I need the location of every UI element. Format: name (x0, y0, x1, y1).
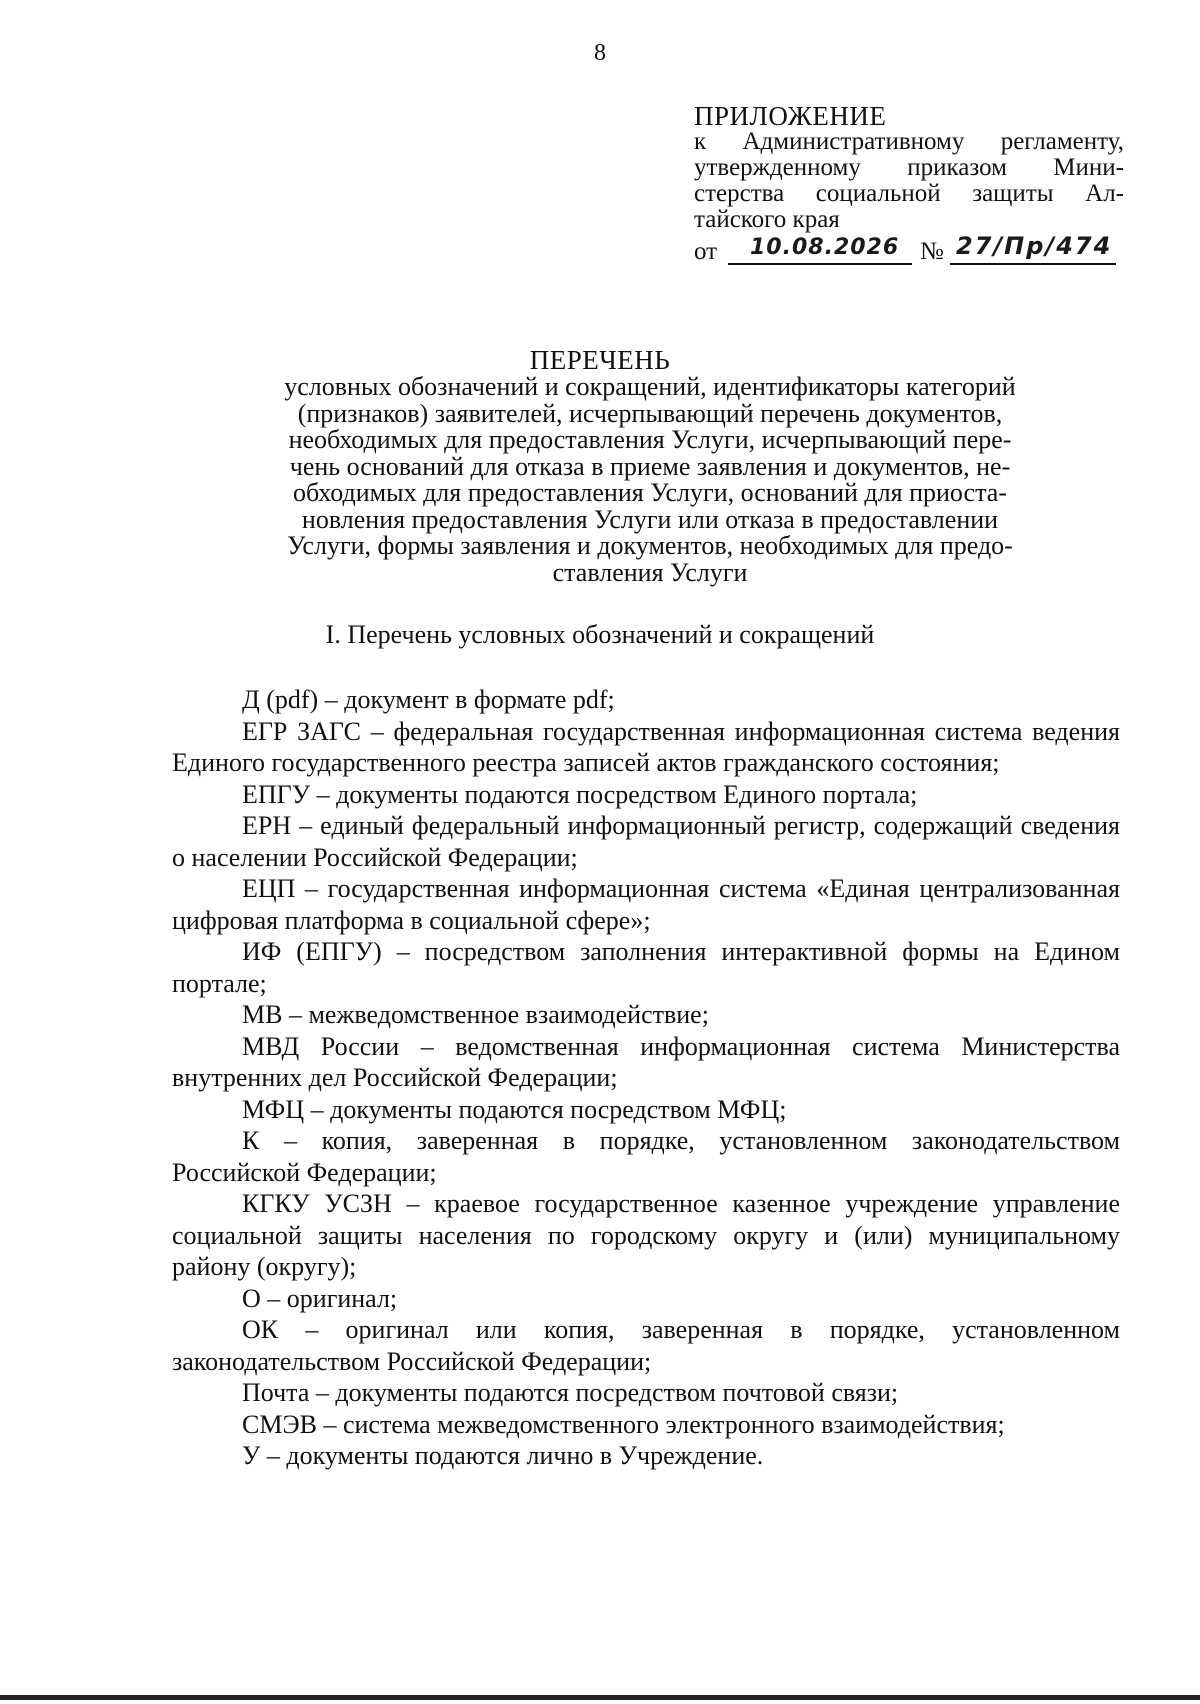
appendix-text (694, 129, 1124, 233)
definition-item: СМЭВ – система межведомственного электронного взаимодействия; (242, 1409, 1005, 1439)
subtitle-line: новления предоставления Услуги или отказа в предоставлении (301, 504, 999, 534)
subtitle-line: ставления Услуги (552, 557, 748, 587)
appendix-line: тайского края (694, 206, 840, 233)
definition-item: ИФ (ЕПГУ) – посредством заполнения интерактивной формы на Едином портале; (172, 937, 1120, 998)
subtitle-line: условных обозначений и сокращений, идентификаторы категорий (284, 372, 1016, 401)
definition-item: ОК – оригинал или копия, заверенная в порядке, установленном законодательством Российской Федерации; (172, 1315, 1120, 1376)
definition-item: ЕПГУ – документы подаются посредством Единого портала; (242, 779, 918, 809)
order-reference (694, 232, 1124, 269)
appendix-line: утвержденному приказом Мини- (694, 154, 1124, 181)
definition-item: МФЦ – документы подаются посредством МФЦ; (242, 1094, 787, 1124)
appendix-block (694, 103, 1124, 269)
appendix-line: к Административному регламенту, (694, 128, 1124, 155)
definition-item: ЕРН – единый федеральный информационный регистр, содержащий сведения о населении Российской Федерации; (172, 811, 1120, 872)
appendix-title: ПРИЛОЖЕНИЕ (694, 101, 887, 131)
document-subtitle (246, 374, 1054, 586)
abbreviations-list (172, 684, 1120, 1472)
order-number-handwritten: 27/Пр/474 (950, 233, 1116, 265)
definition-item: К – копия, заверенная в порядке, установленном законодательством Российской Федерации; (172, 1126, 1120, 1187)
appendix-line: стерства социальной защиты Ал- (694, 180, 1124, 207)
definition-item: Почта – документы подаются посредством почтовой связи; (242, 1378, 899, 1407)
definition-item: О – оригинал; (242, 1283, 398, 1313)
definition-item: У – документы подаются лично в Учреждение. (242, 1441, 764, 1470)
definition-item: Д (pdf) – документ в формате pdf; (242, 685, 615, 714)
subtitle-line: (признаков) заявителей, исчерпывающий перечень документов, (297, 398, 1003, 428)
document-title: ПЕРЕЧЕНЬ (529, 345, 671, 375)
from-label: от (694, 238, 718, 265)
subtitle-line: Услуги, формы заявления и документов, необходимых для предо- (287, 531, 1013, 560)
definition-item: КГКУ УСЗН – краевое государственное казенное учреждение управление социальной защиты населения по городскому округу и (или) муниципальному району (округу); (172, 1189, 1120, 1281)
subtitle-line: необходимых для предоставления Услуги, исчерпывающий пере- (288, 425, 1012, 454)
number-label: № (920, 238, 944, 265)
definition-item: ЕЦП – государственная информационная система «Единая централизованная цифровая платформа в социальной сфере»; (172, 874, 1120, 935)
scan-bottom-edge (0, 1695, 1200, 1700)
page-number: 8 (594, 40, 606, 66)
definition-item: МВД России – ведомственная информационная система Министерства внутренних дел Российской Федерации; (172, 1031, 1120, 1092)
order-date-handwritten: 10.08.2026 (728, 235, 912, 265)
section-heading: I. Перечень условных обозначений и сокращений (325, 620, 875, 649)
subtitle-line: чень оснований для отказа в приеме заявления и документов, не- (289, 451, 1011, 481)
definition-item: ЕГР ЗАГС – федеральная государственная информационная система ведения Единого государственного реестра записей актов гражданского состояния; (172, 716, 1120, 777)
subtitle-line: обходимых для предоставления Услуги, оснований для приоста- (293, 478, 1007, 507)
definition-item: МВ – межведомственное взаимодействие; (242, 1000, 709, 1029)
